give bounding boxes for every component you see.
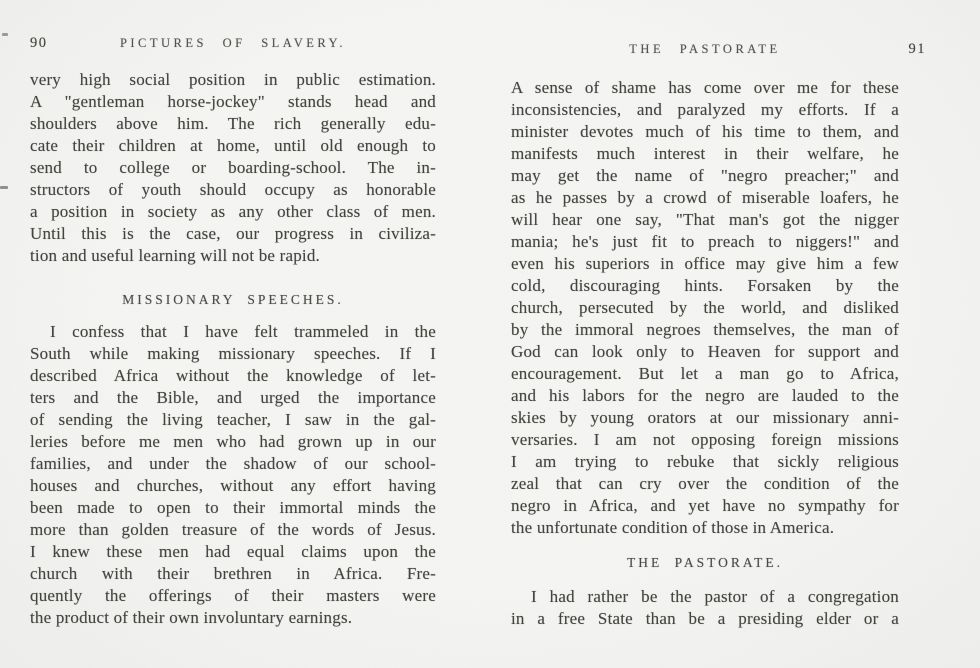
text-line: I confess that I have felt trammeled in the	[50, 322, 436, 341]
text-line: I knew these men had equal claims upon the	[30, 542, 436, 561]
text-line: will hear one say, "That man's got the nigger	[511, 210, 899, 229]
text-line: inconsistencies, and paralyzed my efforts. If a	[511, 100, 899, 119]
text-line: families, and under the shadow of our school-	[30, 454, 436, 473]
left-page-header	[30, 36, 436, 52]
text-line: I am trying to rebuke that sickly religious	[511, 452, 899, 471]
page-left	[30, 36, 436, 629]
text-line: South while making missionary speeches. If I	[30, 344, 436, 363]
text-line: shoulders above him. The rich generally edu-	[30, 114, 436, 133]
text-line: structors of youth should occupy as honorable	[30, 180, 436, 199]
left-page-body	[30, 69, 436, 629]
text-line: I had rather be the pastor of a congregation	[531, 587, 899, 606]
text-line: encouragement. But let a man go to Africa,	[511, 364, 899, 383]
text-line: may get the name of "negro preacher;" and	[511, 166, 899, 185]
text-line: ters and the Bible, and urged the importance	[30, 388, 436, 407]
text-line: of sending the living teacher, I saw in the gal-	[30, 410, 436, 429]
scan-artifact	[0, 186, 8, 189]
text-line: church with their brethren in Africa. Fre-	[30, 564, 436, 583]
section-heading: THE PASTORATE.	[626, 555, 784, 570]
text-line: Until this is the case, our progress in civiliza-	[30, 224, 436, 243]
text-line: cold, discouraging hints. Forsaken by the	[511, 276, 899, 295]
text-line: negro in Africa, and yet have no sympathy for	[511, 496, 899, 515]
text-line: A "gentleman horse-jockey" stands head and	[30, 92, 436, 111]
paragraph	[511, 586, 899, 630]
text-line: described Africa without the knowledge of let-	[30, 366, 436, 385]
text-line: manifests much interest in their welfare, he	[511, 144, 899, 163]
running-head: THE PASTORATE	[629, 42, 781, 56]
text-line: been made to open to their immortal minds the	[30, 498, 436, 517]
text-line: minister devotes much of his time to them, and	[511, 122, 899, 141]
text-line: tion and useful learning will not be rapid.	[30, 246, 320, 265]
page-number: 90	[30, 35, 48, 51]
text-line: houses and churches, without any effort having	[30, 476, 436, 495]
text-line: quently the offerings of their masters were	[30, 586, 436, 605]
text-line: a position in society as any other class of men.	[30, 202, 436, 221]
scan-artifact	[2, 33, 8, 36]
paragraph	[30, 321, 436, 629]
text-line: send to college or boarding-school. The in-	[30, 158, 436, 177]
page-number: 91	[908, 41, 926, 57]
text-line: by the immoral negroes themselves, the man of	[511, 320, 899, 339]
text-line: and his labors for the negro are lauded to the	[511, 386, 899, 405]
text-line: cate their children at home, until old enough to	[30, 136, 436, 155]
text-line: mania; he's just fit to preach to niggers!" and	[511, 232, 899, 251]
right-page-header	[511, 41, 926, 58]
text-line: church, persecuted by the world, and disliked	[511, 298, 899, 317]
text-line: A sense of shame has come over me for these	[511, 78, 899, 97]
text-line: very high social position in public estimation.	[30, 70, 436, 89]
text-line: leries before me men who had grown up in our	[30, 432, 436, 451]
text-line: even his superiors in office may give him a few	[511, 254, 899, 273]
right-page-body	[511, 77, 899, 630]
text-line: skies by young orators at our missionary anni-	[511, 408, 899, 427]
text-line: as he passes by a crowd of miserable loafers, he	[511, 188, 899, 207]
text-line: in a free State than be a presiding elder or a	[511, 609, 899, 628]
text-line: more than golden treasure of the words of Jesus.	[30, 520, 436, 539]
text-line: the unfortunate condition of those in America.	[511, 518, 835, 537]
page-right	[511, 41, 926, 630]
text-line: the product of their own involuntary earnings.	[30, 608, 353, 627]
text-line: zeal that can cry over the condition of the	[511, 474, 899, 493]
paragraph	[511, 77, 899, 539]
text-line: God can look only to Heaven for support and	[511, 342, 899, 361]
paragraph	[30, 69, 436, 267]
running-head: PICTURES OF SLAVERY.	[119, 36, 347, 50]
section-heading: MISSIONARY SPEECHES.	[122, 292, 344, 307]
text-line: versaries. I am not opposing foreign missions	[511, 430, 899, 449]
